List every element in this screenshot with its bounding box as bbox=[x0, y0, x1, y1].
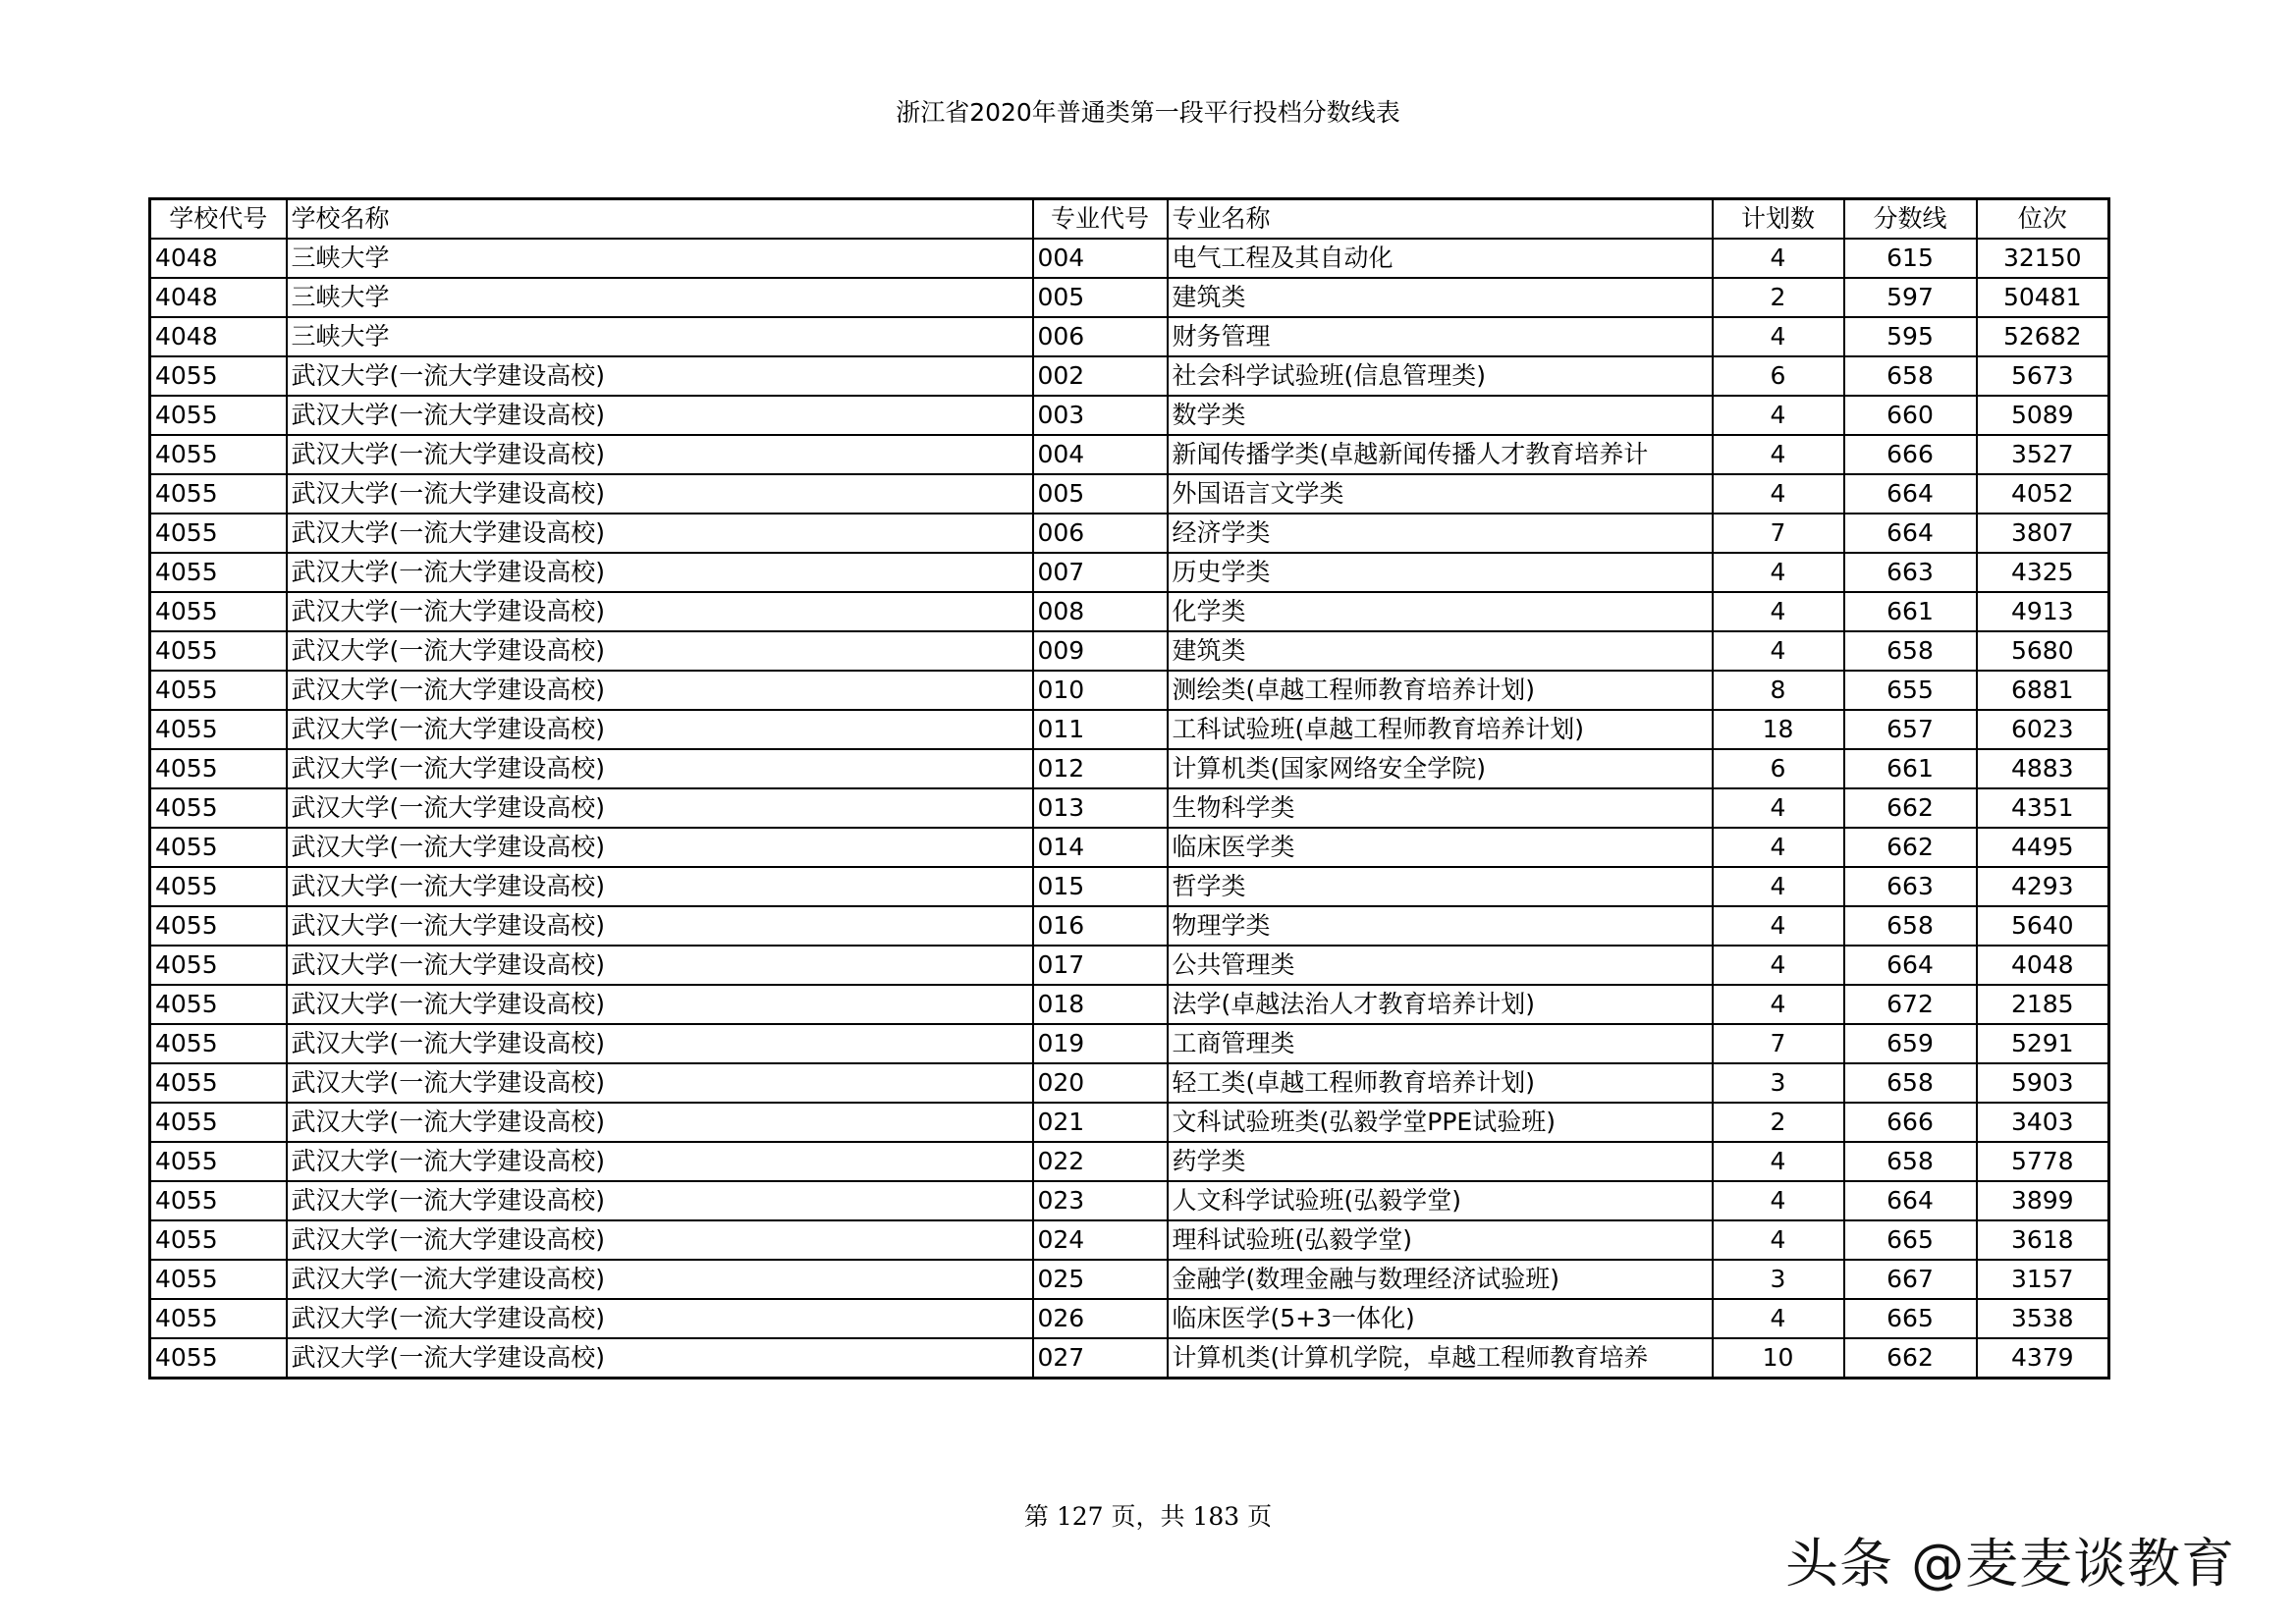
cell-rank: 3403 bbox=[1977, 1103, 2109, 1142]
cell-school-code: 4055 bbox=[150, 1220, 287, 1260]
cell-major-code: 005 bbox=[1033, 474, 1168, 514]
cell-major-code: 008 bbox=[1033, 592, 1168, 631]
cell-score-line: 658 bbox=[1844, 631, 1977, 671]
cell-score-line: 661 bbox=[1844, 592, 1977, 631]
cell-score-line: 659 bbox=[1844, 1024, 1977, 1063]
cell-rank: 5903 bbox=[1977, 1063, 2109, 1103]
header-score-line: 分数线 bbox=[1844, 199, 1977, 240]
cell-school-code: 4048 bbox=[150, 239, 287, 278]
table-row bbox=[150, 1220, 2109, 1260]
cell-rank: 32150 bbox=[1977, 239, 2109, 278]
cell-rank: 4351 bbox=[1977, 788, 2109, 828]
cell-major-name: 临床医学(5+3一体化) bbox=[1168, 1299, 1713, 1338]
cell-rank: 5778 bbox=[1977, 1142, 2109, 1181]
cell-major-code: 018 bbox=[1033, 985, 1168, 1024]
cell-plan-count: 4 bbox=[1713, 592, 1844, 631]
cell-plan-count: 4 bbox=[1713, 828, 1844, 867]
cell-school-code: 4055 bbox=[150, 867, 287, 906]
table-row bbox=[150, 1181, 2109, 1220]
cell-major-name: 理科试验班(弘毅学堂) bbox=[1168, 1220, 1713, 1260]
table-row bbox=[150, 1338, 2109, 1379]
cell-school-name: 三峡大学 bbox=[287, 317, 1033, 356]
cell-rank: 3157 bbox=[1977, 1260, 2109, 1299]
cell-rank: 6023 bbox=[1977, 710, 2109, 749]
cell-major-code: 006 bbox=[1033, 514, 1168, 553]
cell-major-code: 026 bbox=[1033, 1299, 1168, 1338]
cell-rank: 4883 bbox=[1977, 749, 2109, 788]
header-major-name: 专业名称 bbox=[1168, 199, 1713, 240]
cell-school-name: 武汉大学(一流大学建设高校) bbox=[287, 946, 1033, 985]
cell-school-name: 武汉大学(一流大学建设高校) bbox=[287, 710, 1033, 749]
cell-school-name: 武汉大学(一流大学建设高校) bbox=[287, 1063, 1033, 1103]
cell-rank: 4913 bbox=[1977, 592, 2109, 631]
table-row bbox=[150, 474, 2109, 514]
cell-rank: 3538 bbox=[1977, 1299, 2109, 1338]
cell-rank: 5291 bbox=[1977, 1024, 2109, 1063]
cell-school-name: 武汉大学(一流大学建设高校) bbox=[287, 435, 1033, 474]
cell-major-name: 轻工类(卓越工程师教育培养计划) bbox=[1168, 1063, 1713, 1103]
cell-rank: 4495 bbox=[1977, 828, 2109, 867]
table-row bbox=[150, 317, 2109, 356]
cell-score-line: 672 bbox=[1844, 985, 1977, 1024]
cell-school-name: 武汉大学(一流大学建设高校) bbox=[287, 749, 1033, 788]
table-row bbox=[150, 356, 2109, 396]
cell-score-line: 663 bbox=[1844, 867, 1977, 906]
cell-major-code: 004 bbox=[1033, 239, 1168, 278]
cell-score-line: 664 bbox=[1844, 946, 1977, 985]
cell-school-code: 4055 bbox=[150, 749, 287, 788]
header-plan-count: 计划数 bbox=[1713, 199, 1844, 240]
cell-plan-count: 4 bbox=[1713, 1220, 1844, 1260]
table-row bbox=[150, 946, 2109, 985]
cell-school-name: 武汉大学(一流大学建设高校) bbox=[287, 592, 1033, 631]
cell-major-name: 工商管理类 bbox=[1168, 1024, 1713, 1063]
table-row bbox=[150, 867, 2109, 906]
cell-rank: 3527 bbox=[1977, 435, 2109, 474]
cell-plan-count: 4 bbox=[1713, 474, 1844, 514]
cell-school-name: 三峡大学 bbox=[287, 278, 1033, 317]
cell-score-line: 665 bbox=[1844, 1299, 1977, 1338]
cell-score-line: 658 bbox=[1844, 906, 1977, 946]
table-row bbox=[150, 1299, 2109, 1338]
cell-plan-count: 18 bbox=[1713, 710, 1844, 749]
header-major-code: 专业代号 bbox=[1033, 199, 1168, 240]
cell-major-name: 金融学(数理金融与数理经济试验班) bbox=[1168, 1260, 1713, 1299]
cell-major-name: 物理学类 bbox=[1168, 906, 1713, 946]
cell-plan-count: 3 bbox=[1713, 1260, 1844, 1299]
cell-major-name: 法学(卓越法治人才教育培养计划) bbox=[1168, 985, 1713, 1024]
cell-rank: 5089 bbox=[1977, 396, 2109, 435]
cell-school-code: 4055 bbox=[150, 1063, 287, 1103]
cell-score-line: 595 bbox=[1844, 317, 1977, 356]
cell-school-code: 4055 bbox=[150, 592, 287, 631]
page-title: 浙江省2020年普通类第一段平行投档分数线表 bbox=[896, 98, 1400, 127]
cell-school-name: 武汉大学(一流大学建设高校) bbox=[287, 1299, 1033, 1338]
cell-rank: 5680 bbox=[1977, 631, 2109, 671]
cell-rank: 4379 bbox=[1977, 1338, 2109, 1379]
cell-plan-count: 10 bbox=[1713, 1338, 1844, 1379]
cell-major-name: 化学类 bbox=[1168, 592, 1713, 631]
table-row bbox=[150, 396, 2109, 435]
cell-plan-count: 2 bbox=[1713, 1103, 1844, 1142]
cell-school-name: 武汉大学(一流大学建设高校) bbox=[287, 1181, 1033, 1220]
cell-major-code: 020 bbox=[1033, 1063, 1168, 1103]
cell-score-line: 663 bbox=[1844, 553, 1977, 592]
cell-rank: 3618 bbox=[1977, 1220, 2109, 1260]
table-row bbox=[150, 1142, 2109, 1181]
header-rank: 位次 bbox=[1977, 199, 2109, 240]
table-row bbox=[150, 1103, 2109, 1142]
cell-plan-count: 8 bbox=[1713, 671, 1844, 710]
cell-major-name: 经济学类 bbox=[1168, 514, 1713, 553]
table-row bbox=[150, 788, 2109, 828]
cell-score-line: 665 bbox=[1844, 1220, 1977, 1260]
table-row bbox=[150, 749, 2109, 788]
cell-plan-count: 3 bbox=[1713, 1063, 1844, 1103]
cell-major-code: 013 bbox=[1033, 788, 1168, 828]
cell-score-line: 662 bbox=[1844, 828, 1977, 867]
cell-major-name: 历史学类 bbox=[1168, 553, 1713, 592]
cell-plan-count: 6 bbox=[1713, 749, 1844, 788]
cell-school-code: 4055 bbox=[150, 356, 287, 396]
cell-school-name: 武汉大学(一流大学建设高校) bbox=[287, 631, 1033, 671]
cell-school-code: 4055 bbox=[150, 1142, 287, 1181]
cell-school-name: 武汉大学(一流大学建设高校) bbox=[287, 1338, 1033, 1379]
cell-school-code: 4055 bbox=[150, 828, 287, 867]
cell-major-name: 建筑类 bbox=[1168, 278, 1713, 317]
cell-rank: 50481 bbox=[1977, 278, 2109, 317]
cell-score-line: 664 bbox=[1844, 514, 1977, 553]
cell-major-name: 计算机类(国家网络安全学院) bbox=[1168, 749, 1713, 788]
cell-score-line: 664 bbox=[1844, 1181, 1977, 1220]
header-school-code: 学校代号 bbox=[150, 199, 287, 240]
cell-plan-count: 7 bbox=[1713, 1024, 1844, 1063]
cell-major-name: 临床医学类 bbox=[1168, 828, 1713, 867]
cell-school-name: 三峡大学 bbox=[287, 239, 1033, 278]
cell-score-line: 615 bbox=[1844, 239, 1977, 278]
table-row bbox=[150, 631, 2109, 671]
cell-school-name: 武汉大学(一流大学建设高校) bbox=[287, 1142, 1033, 1181]
cell-school-code: 4055 bbox=[150, 906, 287, 946]
cell-school-code: 4055 bbox=[150, 1299, 287, 1338]
cell-plan-count: 4 bbox=[1713, 239, 1844, 278]
cell-major-name: 计算机类(计算机学院，卓越工程师教育培养 bbox=[1168, 1338, 1713, 1379]
cell-score-line: 662 bbox=[1844, 1338, 1977, 1379]
cell-major-code: 004 bbox=[1033, 435, 1168, 474]
cell-major-name: 外国语言文学类 bbox=[1168, 474, 1713, 514]
cell-major-code: 022 bbox=[1033, 1142, 1168, 1181]
cell-school-name: 武汉大学(一流大学建设高校) bbox=[287, 867, 1033, 906]
cell-rank: 4048 bbox=[1977, 946, 2109, 985]
cell-major-code: 019 bbox=[1033, 1024, 1168, 1063]
cell-school-code: 4055 bbox=[150, 788, 287, 828]
cell-major-code: 002 bbox=[1033, 356, 1168, 396]
cell-school-code: 4055 bbox=[150, 1024, 287, 1063]
table-row bbox=[150, 828, 2109, 867]
cell-school-code: 4055 bbox=[150, 396, 287, 435]
cell-school-name: 武汉大学(一流大学建设高校) bbox=[287, 788, 1033, 828]
cell-school-code: 4055 bbox=[150, 671, 287, 710]
cell-plan-count: 4 bbox=[1713, 317, 1844, 356]
cell-major-code: 014 bbox=[1033, 828, 1168, 867]
cell-school-name: 武汉大学(一流大学建设高校) bbox=[287, 514, 1033, 553]
cell-major-code: 011 bbox=[1033, 710, 1168, 749]
cell-major-name: 财务管理 bbox=[1168, 317, 1713, 356]
cell-major-name: 社会科学试验班(信息管理类) bbox=[1168, 356, 1713, 396]
cell-school-name: 武汉大学(一流大学建设高校) bbox=[287, 356, 1033, 396]
cell-major-code: 027 bbox=[1033, 1338, 1168, 1379]
cell-plan-count: 4 bbox=[1713, 1299, 1844, 1338]
table-body bbox=[150, 239, 2109, 1379]
table-row bbox=[150, 1260, 2109, 1299]
table-row bbox=[150, 435, 2109, 474]
cell-major-name: 人文科学试验班(弘毅学堂) bbox=[1168, 1181, 1713, 1220]
cell-plan-count: 6 bbox=[1713, 356, 1844, 396]
watermark: 头条 @麦麦谈教育 bbox=[1785, 1533, 2236, 1595]
table-row bbox=[150, 906, 2109, 946]
cell-major-name: 电气工程及其自动化 bbox=[1168, 239, 1713, 278]
cell-school-code: 4055 bbox=[150, 1260, 287, 1299]
cell-major-code: 003 bbox=[1033, 396, 1168, 435]
cell-score-line: 666 bbox=[1844, 435, 1977, 474]
cell-school-code: 4055 bbox=[150, 514, 287, 553]
cell-major-name: 公共管理类 bbox=[1168, 946, 1713, 985]
cell-rank: 4052 bbox=[1977, 474, 2109, 514]
cell-major-code: 007 bbox=[1033, 553, 1168, 592]
cell-school-code: 4055 bbox=[150, 435, 287, 474]
cell-score-line: 666 bbox=[1844, 1103, 1977, 1142]
cell-school-name: 武汉大学(一流大学建设高校) bbox=[287, 1260, 1033, 1299]
cell-major-code: 016 bbox=[1033, 906, 1168, 946]
cell-major-name: 药学类 bbox=[1168, 1142, 1713, 1181]
page-footer: 第 127 页，共 183 页 bbox=[1023, 1502, 1273, 1531]
cell-school-code: 4055 bbox=[150, 474, 287, 514]
cell-rank: 52682 bbox=[1977, 317, 2109, 356]
cell-score-line: 664 bbox=[1844, 474, 1977, 514]
cell-score-line: 660 bbox=[1844, 396, 1977, 435]
cell-major-code: 015 bbox=[1033, 867, 1168, 906]
table-row bbox=[150, 239, 2109, 278]
cell-score-line: 655 bbox=[1844, 671, 1977, 710]
cell-plan-count: 4 bbox=[1713, 1142, 1844, 1181]
cell-score-line: 597 bbox=[1844, 278, 1977, 317]
cell-rank: 3807 bbox=[1977, 514, 2109, 553]
cell-school-code: 4048 bbox=[150, 278, 287, 317]
cell-major-name: 生物科学类 bbox=[1168, 788, 1713, 828]
cell-plan-count: 4 bbox=[1713, 396, 1844, 435]
cell-major-code: 023 bbox=[1033, 1181, 1168, 1220]
cell-school-name: 武汉大学(一流大学建设高校) bbox=[287, 396, 1033, 435]
cell-rank: 6881 bbox=[1977, 671, 2109, 710]
cell-school-code: 4048 bbox=[150, 317, 287, 356]
cell-rank: 3899 bbox=[1977, 1181, 2109, 1220]
cell-score-line: 662 bbox=[1844, 788, 1977, 828]
cell-rank: 4293 bbox=[1977, 867, 2109, 906]
cell-major-name: 哲学类 bbox=[1168, 867, 1713, 906]
cell-rank: 4325 bbox=[1977, 553, 2109, 592]
table-row bbox=[150, 1063, 2109, 1103]
cell-school-code: 4055 bbox=[150, 1181, 287, 1220]
cell-plan-count: 4 bbox=[1713, 553, 1844, 592]
cell-school-name: 武汉大学(一流大学建设高校) bbox=[287, 985, 1033, 1024]
table-row bbox=[150, 710, 2109, 749]
cell-score-line: 658 bbox=[1844, 356, 1977, 396]
table-row bbox=[150, 671, 2109, 710]
score-table bbox=[148, 197, 2110, 1380]
cell-school-code: 4055 bbox=[150, 1338, 287, 1379]
cell-major-name: 测绘类(卓越工程师教育培养计划) bbox=[1168, 671, 1713, 710]
cell-school-name: 武汉大学(一流大学建设高校) bbox=[287, 474, 1033, 514]
cell-plan-count: 4 bbox=[1713, 946, 1844, 985]
cell-plan-count: 4 bbox=[1713, 435, 1844, 474]
cell-school-name: 武汉大学(一流大学建设高校) bbox=[287, 828, 1033, 867]
cell-major-code: 017 bbox=[1033, 946, 1168, 985]
cell-rank: 5673 bbox=[1977, 356, 2109, 396]
cell-score-line: 658 bbox=[1844, 1142, 1977, 1181]
cell-school-code: 4055 bbox=[150, 946, 287, 985]
table-row bbox=[150, 514, 2109, 553]
cell-rank: 2185 bbox=[1977, 985, 2109, 1024]
table-row bbox=[150, 1024, 2109, 1063]
cell-plan-count: 4 bbox=[1713, 867, 1844, 906]
header-school-name: 学校名称 bbox=[287, 199, 1033, 240]
cell-plan-count: 4 bbox=[1713, 906, 1844, 946]
cell-major-code: 006 bbox=[1033, 317, 1168, 356]
cell-score-line: 661 bbox=[1844, 749, 1977, 788]
cell-school-name: 武汉大学(一流大学建设高校) bbox=[287, 1024, 1033, 1063]
cell-major-code: 012 bbox=[1033, 749, 1168, 788]
cell-major-code: 005 bbox=[1033, 278, 1168, 317]
cell-major-code: 021 bbox=[1033, 1103, 1168, 1142]
cell-major-name: 数学类 bbox=[1168, 396, 1713, 435]
table-header-row bbox=[150, 199, 2109, 240]
cell-major-code: 024 bbox=[1033, 1220, 1168, 1260]
cell-school-code: 4055 bbox=[150, 1103, 287, 1142]
cell-school-code: 4055 bbox=[150, 710, 287, 749]
cell-school-name: 武汉大学(一流大学建设高校) bbox=[287, 671, 1033, 710]
cell-school-code: 4055 bbox=[150, 631, 287, 671]
cell-school-name: 武汉大学(一流大学建设高校) bbox=[287, 906, 1033, 946]
cell-rank: 5640 bbox=[1977, 906, 2109, 946]
table-row bbox=[150, 985, 2109, 1024]
cell-major-name: 工科试验班(卓越工程师教育培养计划) bbox=[1168, 710, 1713, 749]
cell-major-code: 010 bbox=[1033, 671, 1168, 710]
table-row bbox=[150, 553, 2109, 592]
cell-score-line: 658 bbox=[1844, 1063, 1977, 1103]
cell-plan-count: 4 bbox=[1713, 631, 1844, 671]
cell-plan-count: 4 bbox=[1713, 985, 1844, 1024]
cell-major-name: 建筑类 bbox=[1168, 631, 1713, 671]
cell-school-code: 4055 bbox=[150, 985, 287, 1024]
cell-plan-count: 2 bbox=[1713, 278, 1844, 317]
cell-plan-count: 4 bbox=[1713, 788, 1844, 828]
cell-school-name: 武汉大学(一流大学建设高校) bbox=[287, 1220, 1033, 1260]
cell-plan-count: 4 bbox=[1713, 1181, 1844, 1220]
cell-school-name: 武汉大学(一流大学建设高校) bbox=[287, 553, 1033, 592]
cell-plan-count: 7 bbox=[1713, 514, 1844, 553]
cell-school-name: 武汉大学(一流大学建设高校) bbox=[287, 1103, 1033, 1142]
cell-major-code: 025 bbox=[1033, 1260, 1168, 1299]
cell-score-line: 657 bbox=[1844, 710, 1977, 749]
table-row bbox=[150, 278, 2109, 317]
cell-major-name: 新闻传播学类(卓越新闻传播人才教育培养计 bbox=[1168, 435, 1713, 474]
table-row bbox=[150, 592, 2109, 631]
cell-school-code: 4055 bbox=[150, 553, 287, 592]
cell-major-code: 009 bbox=[1033, 631, 1168, 671]
cell-score-line: 667 bbox=[1844, 1260, 1977, 1299]
cell-major-name: 文科试验班类(弘毅学堂PPE试验班) bbox=[1168, 1103, 1713, 1142]
